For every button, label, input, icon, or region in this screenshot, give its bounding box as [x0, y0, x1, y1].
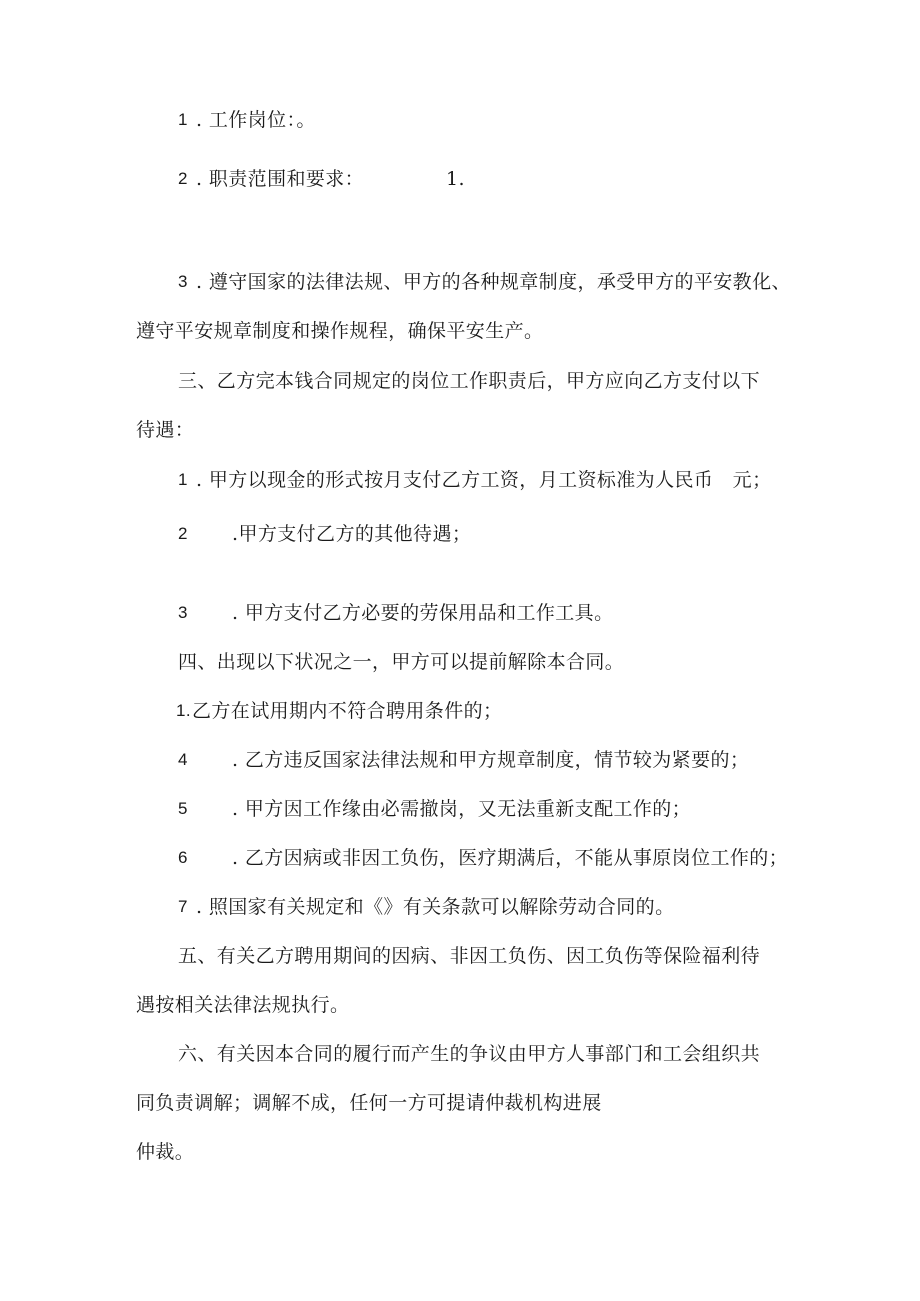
section-heading-text: 四、出现以下状况之一，甲方可以提前解除本合同。 — [178, 651, 625, 673]
item-number: 3 — [178, 272, 188, 291]
item-text: . 甲方以现金的形式按月支付乙方工资，月工资标准为人民币 元； — [196, 469, 772, 491]
item-text: . 遵守国家的法律法规、甲方的各种规章制度，承受甲方的平安教化、 — [196, 271, 791, 293]
item-number: 2 — [178, 169, 188, 188]
item-number: 4 — [178, 750, 188, 769]
item-number: 1. — [176, 701, 191, 720]
paragraph-text: 同负责调解；调解不成，任何一方可提请仲裁机构进展 — [136, 1092, 602, 1114]
item-text: . 甲方支付乙方必要的劳保用品和工作工具。 — [232, 602, 614, 624]
item-text: . 乙方违反国家法律法规和甲方规章制度，情节较为紧要的； — [232, 749, 750, 771]
paragraph-text: 遇按相关法律法规执行。 — [136, 994, 350, 1016]
item-text: . 照国家有关规定和《》有关条款可以解除劳动合同的。 — [196, 896, 675, 918]
item-text: . 职责范围和要求： — [196, 168, 365, 190]
item-number: 1 — [178, 470, 188, 489]
item-text: . 工作岗位：。 — [196, 109, 316, 131]
item-number: 3 — [178, 603, 188, 622]
item-subnumber: 1. — [446, 168, 465, 190]
section-heading-text: 三、乙方完本钱合同规定的岗位工作职责后，甲方应向乙方支付以下 — [178, 370, 761, 392]
section-heading-text: 六、有关因本合同的履行而产生的争议由甲方人事部门和工会组织共 — [178, 1043, 761, 1065]
section-heading-text: 五、有关乙方聘用期间的因病、非因工负伤、因工负伤等保险福利待 — [178, 945, 761, 967]
item-text: . 乙方因病或非因工负伤，医疗期满后，不能从事原岗位工作的； — [232, 847, 789, 869]
paragraph-text: 仲裁。 — [136, 1141, 195, 1163]
item-number: 6 — [178, 848, 188, 867]
item-text: 乙方在试用期内不符合聘用条件的； — [192, 700, 503, 722]
item-text: .甲方支付乙方的其他待遇； — [232, 523, 472, 545]
item-text: . 甲方因工作缘由必需撤岗，又无法重新支配工作的； — [232, 798, 692, 820]
item-number: 1 — [178, 110, 188, 129]
paragraph-text: 遵守平安规章制度和操作规程，确保平安生产。 — [136, 320, 544, 342]
item-number: 7 — [178, 897, 188, 916]
paragraph-text: 待遇： — [136, 419, 195, 441]
item-number: 5 — [178, 799, 188, 818]
item-number: 2 — [178, 524, 188, 543]
